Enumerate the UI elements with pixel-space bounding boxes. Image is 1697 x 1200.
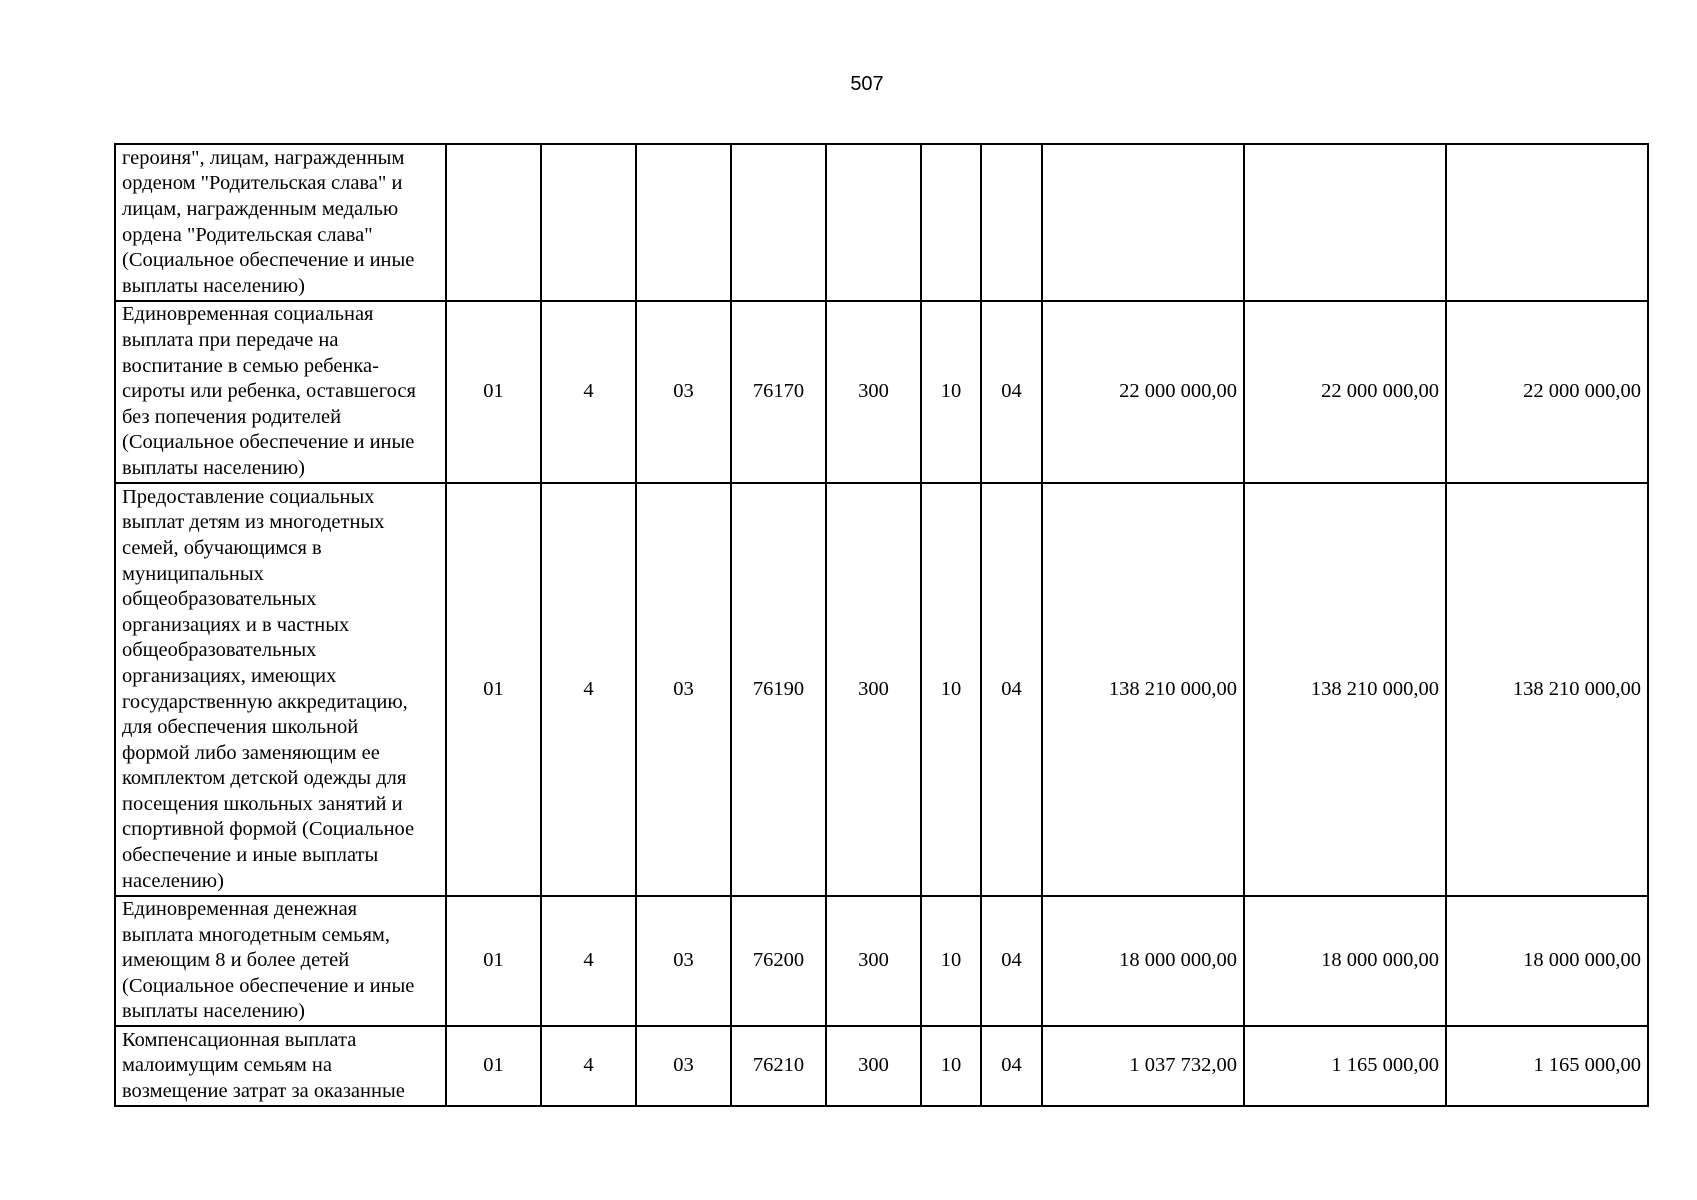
budget-table [114, 143, 1649, 1107]
amount-year-3-cell: 22 000 000,00 [1446, 301, 1648, 483]
row-description: Единовременная денежная выплата многодетным семьям, имеющим 8 и более детей (Социальное обеспечение и иные выплаты населению) [115, 896, 446, 1026]
amount-year-2-cell: 1 165 000,00 [1244, 1026, 1446, 1106]
table-row [115, 483, 1648, 896]
subsection-cell [981, 144, 1042, 301]
table-row [115, 301, 1648, 483]
expense-type-cell: 300 [826, 1026, 921, 1106]
expense-type-cell: 300 [826, 896, 921, 1026]
subsection-cell: 04 [981, 896, 1042, 1026]
direction-code-cell: 76210 [731, 1026, 826, 1106]
subprogram-code-cell: 4 [541, 301, 636, 483]
amount-year-2-cell: 138 210 000,00 [1244, 483, 1446, 896]
subsection-cell: 04 [981, 1026, 1042, 1106]
direction-code-cell [731, 144, 826, 301]
section-cell [921, 144, 981, 301]
direction-code-cell: 76200 [731, 896, 826, 1026]
table-row [115, 1026, 1648, 1106]
program-code-cell [446, 144, 541, 301]
program-code-cell: 01 [446, 896, 541, 1026]
program-code-cell: 01 [446, 483, 541, 896]
program-code-cell: 01 [446, 301, 541, 483]
table-row [115, 144, 1648, 301]
amount-year-1-cell: 138 210 000,00 [1042, 483, 1244, 896]
section-cell: 10 [921, 301, 981, 483]
amount-year-3-cell: 1 165 000,00 [1446, 1026, 1648, 1106]
direction-code-cell: 76190 [731, 483, 826, 896]
expense-type-cell: 300 [826, 483, 921, 896]
page-number: 507 [850, 73, 884, 95]
main-event-code-cell [636, 144, 731, 301]
subsection-cell: 04 [981, 483, 1042, 896]
subprogram-code-cell: 4 [541, 896, 636, 1026]
expense-type-cell [826, 144, 921, 301]
section-cell: 10 [921, 483, 981, 896]
row-description: героиня", лицам, награжденным орденом "Родительская слава" и лицам, награжденным медалью ордена "Родительская слава" (Социальное обеспечение и иные выплаты населению) [115, 144, 446, 301]
amount-year-3-cell: 138 210 000,00 [1446, 483, 1648, 896]
main-event-code-cell: 03 [636, 301, 731, 483]
program-code-cell: 01 [446, 1026, 541, 1106]
row-description: Предоставление социальных выплат детям из многодетных семей, обучающимся в муниципальных общеобразовательных организациях и в частных общеобразовательных организациях, имеющих государственную аккредитацию, для обеспечения школьной формой либо заменяющим ее комплектом детской одежды для посещения школьных занятий и спортивной формой (Социальное обеспечение и иные выплаты населению) [115, 483, 446, 896]
section-cell: 10 [921, 1026, 981, 1106]
main-event-code-cell: 03 [636, 1026, 731, 1106]
subprogram-code-cell: 4 [541, 1026, 636, 1106]
amount-year-2-cell [1244, 144, 1446, 301]
amount-year-1-cell: 18 000 000,00 [1042, 896, 1244, 1026]
amount-year-3-cell [1446, 144, 1648, 301]
amount-year-2-cell: 22 000 000,00 [1244, 301, 1446, 483]
direction-code-cell: 76170 [731, 301, 826, 483]
main-event-code-cell: 03 [636, 896, 731, 1026]
amount-year-2-cell: 18 000 000,00 [1244, 896, 1446, 1026]
subsection-cell: 04 [981, 301, 1042, 483]
subprogram-code-cell [541, 144, 636, 301]
amount-year-3-cell: 18 000 000,00 [1446, 896, 1648, 1026]
row-description: Компенсационная выплата малоимущим семьям на возмещение затрат за оказанные [115, 1026, 446, 1106]
amount-year-1-cell: 22 000 000,00 [1042, 301, 1244, 483]
section-cell: 10 [921, 896, 981, 1026]
expense-type-cell: 300 [826, 301, 921, 483]
amount-year-1-cell: 1 037 732,00 [1042, 1026, 1244, 1106]
amount-year-1-cell [1042, 144, 1244, 301]
subprogram-code-cell: 4 [541, 483, 636, 896]
row-description: Единовременная социальная выплата при передаче на воспитание в семью ребенка- сироты или ребенка, оставшегося без попечения родителей (Социальное обеспечение и иные выплаты населению) [115, 301, 446, 483]
table-row [115, 896, 1648, 1026]
main-event-code-cell: 03 [636, 483, 731, 896]
